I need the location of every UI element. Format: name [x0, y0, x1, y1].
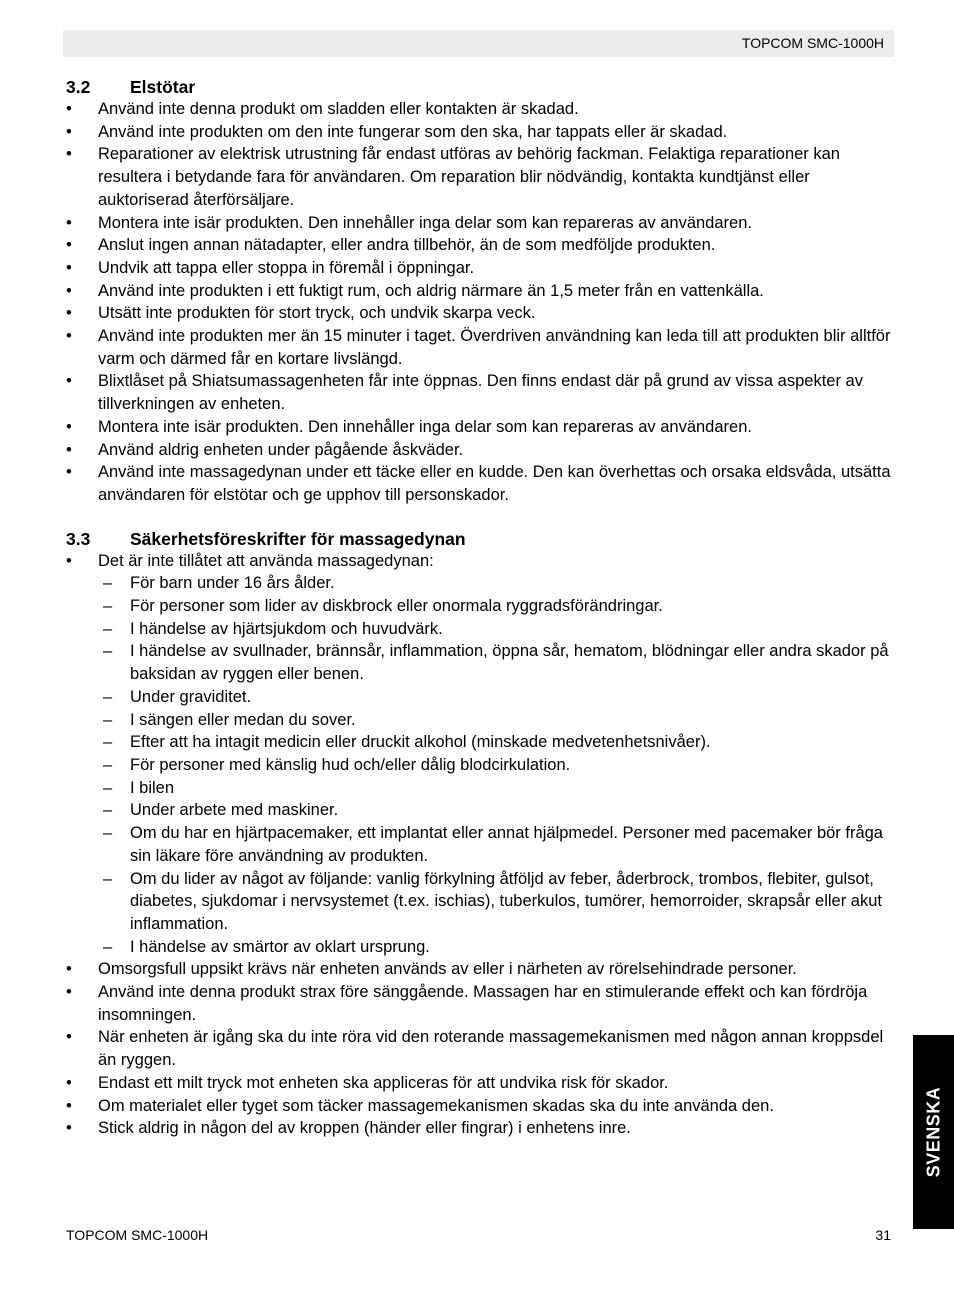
list-item — [66, 98, 896, 121]
list-item-text: För personer som lider av diskbrock eller onormala ryggradsförändringar. — [130, 597, 663, 616]
list-item — [66, 981, 896, 1026]
dash-marker: – — [103, 869, 113, 888]
page-number: 31 — [875, 1227, 891, 1243]
list-item-text: När enheten är igång ska du inte röra vid den roterande massagemekanismen med någon annan kroppsdel än ryggen. — [98, 1028, 884, 1070]
list-item — [66, 280, 896, 303]
bullet-marker: • — [66, 304, 72, 323]
list-item-text: Det är inte tillåtet att använda massagedynan: — [98, 551, 434, 570]
language-side-tab — [913, 1035, 954, 1229]
list-item-text: I sängen eller medan du sover. — [130, 710, 356, 729]
list-item — [66, 709, 896, 732]
list-item-text: Endast ett milt tryck mot enheten ska appliceras för att undvika risk för skador. — [98, 1073, 669, 1092]
bullet-marker: • — [66, 236, 72, 255]
section-heading-3-2 — [66, 76, 896, 98]
dash-marker: – — [103, 619, 113, 638]
list-item-text: Montera inte isär produkten. Den innehåller inga delar som kan repareras av användaren. — [98, 213, 752, 232]
header-title: TOPCOM SMC-1000H — [741, 35, 884, 51]
list-item-text: Stick aldrig in någon del av kroppen (händer eller fingrar) i enhetens inre. — [98, 1119, 631, 1138]
list-item-text: Använd inte produkten om den inte fungerar som den ska, har tappats eller är skadad. — [98, 122, 728, 141]
dash-marker: – — [103, 574, 113, 593]
section-heading-3-3 — [66, 528, 896, 550]
bullet-marker: • — [66, 145, 72, 164]
bullet-marker: • — [66, 213, 72, 232]
list-item — [66, 416, 896, 439]
dash-marker: – — [103, 733, 113, 752]
bullet-marker: • — [66, 983, 72, 1002]
list-item-text: Undvik att tappa eller stoppa in föremål i öppningar. — [98, 258, 475, 277]
section-title: Elstötar — [130, 77, 196, 97]
list-item — [66, 822, 896, 867]
list-item-text: I händelse av svullnader, brännsår, inflammation, öppna sår, hematom, blödningar eller andra skador på baksidan av ryggen eller benen. — [130, 642, 889, 684]
list-item-text: Utsätt inte produkten för stort tryck, och undvik skarpa veck. — [98, 304, 536, 323]
list-item — [66, 1117, 896, 1140]
bullet-marker: • — [66, 258, 72, 277]
bullet-marker: • — [66, 327, 72, 346]
dash-marker: – — [103, 710, 113, 729]
list-item — [66, 212, 896, 235]
page-content — [66, 76, 896, 1140]
dash-marker: – — [103, 642, 113, 661]
bullet-marker: • — [66, 122, 72, 141]
bullet-marker: • — [66, 417, 72, 436]
section-number: 3.3 — [66, 528, 91, 549]
bullet-marker: • — [66, 1119, 72, 1138]
list-item-text: I bilen — [130, 778, 175, 797]
dash-marker: – — [103, 687, 113, 706]
bullet-marker: • — [66, 1028, 72, 1047]
list-item — [66, 686, 896, 709]
footer-product-name: TOPCOM SMC-1000H — [66, 1227, 209, 1243]
list-item — [66, 777, 896, 800]
list-item — [66, 799, 896, 822]
section-3-3-sublist — [66, 572, 896, 958]
list-item-text: Reparationer av elektrisk utrustning får endast utföras av behörig fackman. Felaktiga reparationer kan resultera i betydande fara för användaren. Om reparation blir nödvändig, kontakta kundtjänst eller auktoriserad återförsäljare. — [98, 145, 840, 209]
bullet-marker: • — [66, 1073, 72, 1092]
dash-marker: – — [103, 824, 113, 843]
list-item-text: Om materialet eller tyget som täcker massagemekanismen skadas ska du inte använda den. — [98, 1096, 774, 1115]
bullet-marker: • — [66, 551, 72, 570]
list-item — [66, 1026, 896, 1071]
list-item — [66, 461, 896, 506]
list-item — [66, 1072, 896, 1095]
list-item-text: För personer med känslig hud och/eller dålig blodcirkulation. — [130, 755, 571, 774]
list-item — [66, 257, 896, 280]
list-item-text: För barn under 16 års ålder. — [130, 574, 335, 593]
list-item-text: Om du lider av något av följande: vanlig förkylning åtföljd av feber, åderbrock, trombos, flebiter, gulsot, diabetes, sjukdomar i nervsystemet (t.ex. ischias), tuberkulos, tumörer, hemorroider, skrapsår eller akut inflammation. — [130, 869, 882, 933]
list-item — [66, 302, 896, 325]
section-3-3-list-continued — [66, 958, 896, 1140]
section-title: Säkerhetsföreskrifter för massagedynan — [130, 528, 466, 549]
dash-marker: – — [103, 801, 113, 820]
list-item — [66, 618, 896, 641]
list-item — [66, 439, 896, 462]
list-item — [66, 868, 896, 936]
list-item-text: Omsorgsfull uppsikt krävs när enheten används av eller i närheten av rörelsehindrade personer. — [98, 960, 797, 979]
list-item — [66, 143, 896, 211]
list-item-text: Använd inte massagedynan under ett täcke eller en kudde. Den kan överhettas och orsaka eldsvåda, utsätta användaren för elstötar och ge upphov till personskador. — [98, 463, 891, 504]
side-tab-label: SVENSKA — [923, 1086, 943, 1178]
list-item-text: Använd inte produkten mer än 15 minuter i taget. Överdriven användning kan leda till att produkten blir alltför varm och därmed får en kortare livslängd. — [98, 327, 891, 368]
list-item — [66, 731, 896, 754]
list-item — [66, 754, 896, 777]
list-item-text: Använd inte produkten i ett fuktigt rum, och aldrig närmare än 1,5 meter från en vattenkälla. — [98, 281, 764, 300]
list-item — [66, 640, 896, 685]
section-3-2-list — [66, 98, 896, 507]
list-item-text: Anslut ingen annan nätadapter, eller andra tillbehör, än de som medföljde produkten. — [98, 236, 716, 255]
section-number: 3.2 — [66, 77, 91, 97]
list-item — [66, 572, 896, 595]
list-item — [66, 595, 896, 618]
bullet-marker: • — [66, 1096, 72, 1115]
list-item-text: Under graviditet. — [130, 687, 252, 706]
list-item — [66, 234, 896, 257]
list-item-text: Om du har en hjärtpacemaker, ett implantat eller annat hjälpmedel. Personer med pacemaker bör fråga sin läkare före användning av produkten. — [130, 824, 883, 865]
dash-marker: – — [103, 937, 113, 956]
dash-marker: – — [103, 755, 113, 774]
dash-marker: – — [103, 597, 113, 616]
list-item — [66, 370, 896, 415]
list-item — [66, 958, 896, 981]
list-item — [66, 550, 896, 573]
bullet-marker: • — [66, 463, 72, 482]
list-item-text: Använd inte denna produkt om sladden eller kontakten är skadad. — [98, 100, 579, 118]
section-3-3-list — [66, 550, 896, 573]
bullet-marker: • — [66, 440, 72, 459]
bullet-marker: • — [66, 960, 72, 979]
list-item — [66, 1095, 896, 1118]
list-item-text: I händelse av smärtor av oklart ursprung. — [130, 937, 430, 956]
list-item — [66, 121, 896, 144]
list-item-text: Använd aldrig enheten under pågående åskväder. — [98, 440, 464, 459]
list-item-text: Använd inte denna produkt strax före sänggående. Massagen har en stimulerande effekt och kan fördröja insomningen. — [98, 983, 868, 1024]
bullet-marker: • — [66, 100, 72, 118]
list-item-text: I händelse av hjärtsjukdom och huvudvärk. — [130, 619, 443, 638]
list-item-text: Efter att ha intagit medicin eller druckit alkohol (minskade medvetenhetsnivåer). — [130, 733, 711, 752]
list-item-text: Under arbete med maskiner. — [130, 801, 339, 820]
bullet-marker: • — [66, 372, 72, 391]
list-item — [66, 936, 896, 959]
list-item-text: Montera inte isär produkten. Den innehåller inga delar som kan repareras av användaren. — [98, 417, 752, 436]
dash-marker: – — [103, 778, 113, 797]
list-item-text: Blixtlåset på Shiatsumassagenheten får inte öppnas. Den finns endast där på grund av vissa aspekter av tillverkningen av enheten. — [98, 372, 863, 414]
bullet-marker: • — [66, 281, 72, 300]
header-bar — [63, 30, 894, 57]
list-item — [66, 325, 896, 370]
